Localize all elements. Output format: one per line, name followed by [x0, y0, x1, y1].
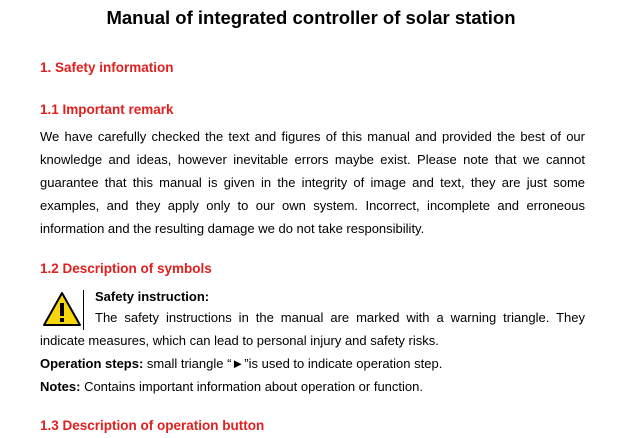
remark-line: knowledge and ideas, however inevitable errors maybe exist. Please note that we cannot — [40, 152, 585, 167]
remark-line: examples, and they apply only to our own system. Incorrect, incomplete and erroneous — [40, 198, 585, 213]
important-remark-paragraph — [40, 125, 585, 240]
safety-instruction-text — [95, 306, 585, 329]
operation-steps-text: small triangle “►”is used to indicate operation step. — [143, 356, 443, 371]
section-heading-important-remark: 1.1 Important remark — [40, 102, 174, 117]
operation-steps-label: Operation steps: — [40, 356, 144, 371]
warning-divider — [83, 290, 84, 330]
section-heading-description-of-symbols: 1.2 Description of symbols — [40, 261, 212, 276]
remark-line: information and the resulting damage we do not take responsibility. — [40, 221, 425, 236]
notes-label: Notes: — [40, 379, 81, 394]
remark-line: We have carefully checked the text and figures of this manual and provided the best of our — [40, 129, 585, 144]
section-heading-operation-button: 1.3 Description of operation button — [40, 418, 265, 433]
warning-triangle-icon — [42, 290, 82, 328]
safety-line: The safety instructions in the manual are marked with a warning triangle. They — [95, 310, 585, 325]
section-heading-safety-information: 1. Safety information — [40, 60, 174, 75]
notes-note — [40, 379, 423, 395]
document-title: Manual of integrated controller of solar station — [106, 7, 516, 28]
remark-line: guarantee that this manual is given in the integrity of image and text, they are just some — [40, 175, 585, 190]
operation-steps-note — [40, 356, 442, 372]
safety-instruction-label: Safety instruction: — [95, 289, 210, 304]
notes-text: Contains important information about operation or function. — [80, 379, 423, 394]
safety-line: indicate measures, which can lead to personal injury and safety risks. — [40, 333, 439, 348]
